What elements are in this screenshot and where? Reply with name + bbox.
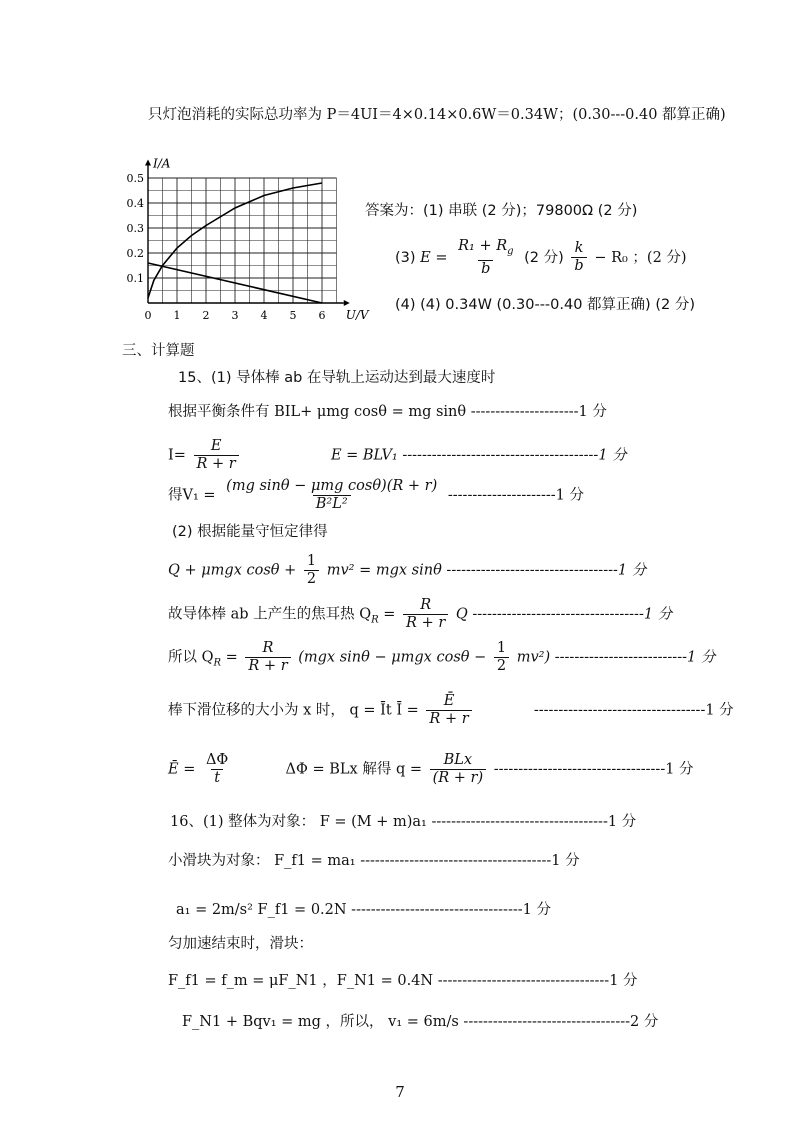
q15-line-7	[168, 640, 715, 675]
q15-l7-a: 所以 Q	[168, 649, 214, 666]
q15-l7-den2: 2	[494, 657, 509, 675]
x-tick-label: 3	[231, 309, 239, 322]
y-tick-label: 0.2	[126, 247, 144, 260]
chart-axes	[145, 160, 350, 307]
q15-l9-a: Ē =	[168, 761, 196, 778]
q15-l2-den: R + r	[194, 455, 239, 473]
q15-l7-sub: R	[213, 657, 222, 669]
q16-line-3: a₁ = 2m/s² F_f1 = 0.2N -----------------------------------1 分	[176, 902, 551, 918]
x-tick-label: 6	[318, 309, 326, 322]
q15-l2-num: E	[210, 438, 222, 454]
x-axis-arrow	[344, 300, 350, 306]
q15-l6-num: R	[420, 597, 432, 613]
q15-line-2	[168, 438, 627, 473]
q15-l3-den: B²L²	[313, 495, 351, 513]
answer-3-den: b	[478, 260, 493, 278]
answer-3-frac	[455, 238, 516, 278]
answer-3-mid: (2 分)	[524, 249, 564, 266]
answer-3	[395, 238, 687, 278]
q16-line-1: 16、(1) 整体为对象： F = (M + m)a₁ ------------------------------------1 分	[170, 814, 637, 830]
q15-l6-a: 故导体棒 ab 上产生的焦耳热 Q	[168, 606, 372, 623]
answer-4: (4) (4) 0.34W (0.30---0.40 都算正确) (2 分)	[395, 297, 695, 313]
q15-l2-a: I=	[168, 447, 186, 464]
x-tick-label: 0	[144, 309, 152, 322]
q15-l3-frac	[223, 478, 440, 513]
q15-l9-frac	[203, 752, 231, 787]
q15-l3-a: 得V₁ =	[168, 487, 216, 504]
q15-l8-a: 棒下滑位移的大小为 x 时， q = Īt Ī =	[168, 702, 419, 719]
y-tick-label: 0.5	[126, 172, 144, 185]
q15-l5-den: 2	[304, 570, 319, 588]
q15-line-4: (2) 根据能量守恒定律得	[172, 524, 328, 540]
q15-l9-b: -----------------------------------1 分	[493, 761, 694, 778]
q15-l3-num: (mg sinθ − μmg cosθ)(R + r)	[226, 478, 438, 494]
q15-line-3	[168, 478, 584, 513]
q15-l6-frac	[403, 597, 448, 632]
q15-l7-frac	[245, 640, 290, 675]
q15-l9-mid: ΔΦ = BLx 解得 q =	[285, 761, 422, 778]
iv-chart	[118, 143, 369, 323]
answer-3-prefix: (3)	[395, 249, 416, 266]
q15-l7-num2: 1	[496, 640, 507, 656]
answer-3-num: R₁ + R	[458, 238, 508, 254]
y-axis-arrow	[145, 160, 151, 166]
q15-l9-num: ΔΦ	[205, 752, 229, 768]
chart-ticks	[127, 172, 326, 322]
q15-line-1: 根据平衡条件有 BIL+ μmg cosθ = mg sinθ ----------------------1 分	[168, 404, 607, 420]
x-tick-label: 1	[173, 309, 181, 322]
q15-l7-frac2	[494, 640, 509, 675]
q15-l8-den: R + r	[426, 710, 471, 728]
q15-l5-a: Q + μmgx cosθ +	[168, 562, 297, 579]
q15-l9-frac2	[430, 752, 487, 787]
y-tick-label: 0.1	[126, 272, 144, 285]
q15-l8-frac	[426, 693, 471, 728]
q15-l6-eq: =	[378, 606, 396, 623]
answer-3-kden: b	[571, 257, 586, 275]
y-tick-label: 0.3	[126, 222, 144, 235]
q15-l6-b: Q -----------------------------------1 分	[455, 606, 673, 623]
q15-l9-den: t	[211, 769, 223, 787]
answer-3-num-sub: g	[507, 245, 514, 257]
q15-l7-num: R	[262, 640, 274, 656]
answer-1: 答案为：(1) 串联 (2 分)；79800Ω (2 分)	[365, 203, 638, 219]
q15-l5-b: mv² = mgx sinθ -----------------------------------1 分	[326, 562, 647, 579]
q15-l7-mid: (mgx sinθ − μmgx cosθ −	[298, 649, 487, 666]
answer-3-knum: k	[574, 240, 584, 257]
x-axis-label: U/V	[345, 308, 369, 322]
q15-l9-den2: (R + r)	[430, 769, 487, 787]
q15-l7-den: R + r	[245, 657, 290, 675]
answer-3-kfrac	[571, 240, 586, 275]
q16-line-2: 小滑块为对象： F_f1 = ma₁ ---------------------------------------1 分	[168, 853, 580, 869]
q15-l6-den: R + r	[403, 614, 448, 632]
q15-l2-frac	[194, 438, 239, 473]
q15-l5-frac	[304, 553, 319, 588]
q15-heading: 15、(1) 导体棒 ab 在导轨上运动达到最大速度时	[178, 370, 496, 386]
q15-line-8	[168, 693, 734, 728]
q16-line-4: 匀加速结束时，滑块：	[168, 936, 313, 952]
x-tick-label: 5	[289, 309, 297, 322]
q16-line-5: F_f1 = f_m = μF_N1 ，F_N1 = 0.4N -----------------------------------1 分	[168, 973, 638, 989]
q15-l5-num: 1	[306, 553, 317, 569]
q15-line-6	[168, 597, 672, 632]
answer-3-tail: − R₀ ；(2 分)	[594, 249, 687, 266]
top-line: 只灯泡消耗的实际总功率为 P＝4UI＝4×0.14×0.6W＝0.34W；(0.30---0.40 都算正确)	[148, 107, 726, 123]
page-number: 7	[395, 1083, 405, 1101]
q15-l9-num2: BLx	[443, 752, 473, 768]
q15-l7-eq: =	[221, 649, 238, 666]
y-axis-label: I/A	[153, 156, 171, 171]
q15-line-9	[168, 752, 694, 787]
q15-line-5	[168, 553, 646, 588]
x-tick-label: 2	[202, 309, 210, 322]
q15-l8-b: -----------------------------------1 分	[533, 702, 734, 719]
y-tick-label: 0.4	[126, 197, 144, 210]
answer-3-e: E =	[420, 249, 448, 266]
q15-l2-b: E = BLV₁ ----------------------------------------1 分	[330, 447, 627, 464]
q15-l7-b: mv²) ---------------------------1 分	[516, 649, 716, 666]
section-heading: 三、计算题	[122, 343, 195, 359]
x-tick-label: 4	[260, 309, 268, 322]
q15-l8-num: Ē	[443, 693, 455, 709]
q15-l3-b: ----------------------1 分	[447, 487, 584, 504]
q16-line-6: F_N1 + Bqv₁ = mg ，所以， v₁ = 6m/s ----------------------------------2 分	[182, 1014, 659, 1030]
q15-l6-sub: R	[371, 614, 379, 626]
